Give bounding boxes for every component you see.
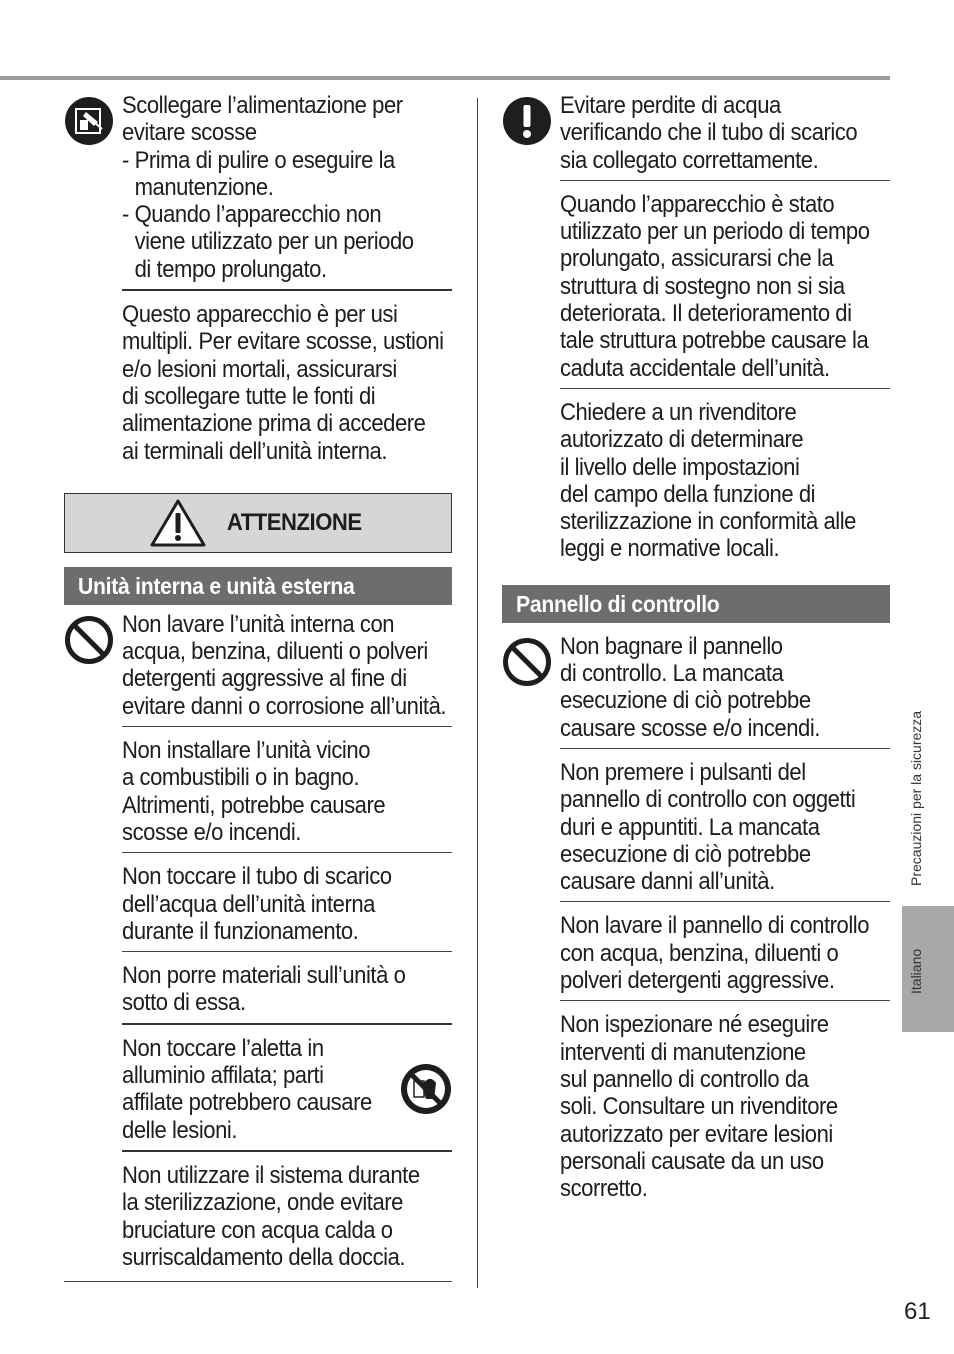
section-header-control-panel — [502, 585, 890, 623]
text-line: il livello delle impostazioni — [560, 453, 800, 481]
attention-label: ATTENZIONE — [226, 508, 362, 536]
text-line: prolungato, assicurarsi che la — [560, 245, 834, 273]
side-language-label: Italiano — [908, 948, 924, 994]
page-number: 61 — [904, 1298, 931, 1325]
text-line: Non premere i pulsanti del — [560, 758, 806, 786]
prohibition-item — [122, 737, 506, 846]
divider — [560, 901, 890, 902]
text-line: multipli. Per evitare scosse, ustioni — [122, 328, 444, 356]
text-line: detergenti aggressive al fine di — [122, 665, 407, 693]
text-line: Non toccare il tubo di scarico — [122, 863, 392, 891]
text-line: con acqua, benzina, diluenti o — [560, 939, 839, 967]
text-line: Non porre materiali sull’unità o — [122, 962, 406, 990]
multi-power-paragraph — [122, 301, 506, 465]
unplug-bullet-cont: manutenzione. — [134, 173, 274, 201]
section-title: Unità interna e unità esterna — [78, 572, 355, 599]
text-line: duri e appuntiti. La mancata — [560, 813, 820, 841]
text-line: Non lavare l’unità interna con — [122, 610, 395, 638]
section-title: Pannello di controllo — [516, 590, 720, 617]
text-line: la sterilizzazione, onde evitare — [122, 1189, 403, 1217]
text-line: dell’acqua dell’unità interna — [122, 890, 375, 918]
attention-box — [64, 493, 452, 553]
divider — [560, 180, 890, 181]
unplug-bullet-cont: viene utilizzato per un periodo — [134, 228, 414, 256]
text-line: scosse e/o incendi. — [122, 818, 301, 846]
prohibition-item — [560, 912, 944, 994]
divider — [122, 726, 452, 727]
text-line: del campo della funzione di — [560, 480, 816, 508]
section-header-indoor-outdoor — [64, 567, 452, 605]
divider — [560, 748, 890, 749]
text-line: delle lesioni. — [122, 1116, 238, 1144]
text-line: Non installare l’unità vicino — [122, 737, 371, 765]
text-line: polveri detergenti aggressive. — [560, 967, 835, 995]
text-line: bruciature con acqua calda o — [122, 1216, 393, 1244]
top-rule — [0, 76, 890, 80]
prohibition-item — [560, 759, 944, 895]
text-line: deteriorata. Il deterioramento di — [560, 300, 852, 328]
text-line: Quando l’apparecchio è stato — [560, 190, 835, 218]
prohibition-item — [122, 863, 506, 945]
text-line: personali causate da un uso — [560, 1147, 824, 1175]
text-line: soli. Consultare un rivenditore — [560, 1093, 838, 1121]
text-line: verificando che il tubo di scarico — [560, 119, 858, 147]
unplug-bullet: - Quando l’apparecchio non — [122, 201, 382, 229]
text-line: sterilizzazione in conformità alle — [560, 508, 856, 536]
mandatory-block — [502, 92, 890, 174]
side-section-label: Precauzioni per la sicurezza — [908, 710, 924, 886]
prohibition-icon — [64, 615, 114, 665]
text-line: alimentazione prima di accedere — [122, 410, 426, 438]
divider — [560, 1000, 890, 1001]
text-line: pannello di controllo con oggetti — [560, 786, 856, 814]
text-line: alluminio affilata; parti — [122, 1062, 324, 1090]
text-line: autorizzato di determinare — [560, 426, 804, 454]
mandatory-item — [560, 191, 944, 382]
text-line: Non ispezionare né eseguire — [560, 1011, 829, 1039]
unplug-block — [64, 92, 452, 283]
prohibition-item-fin — [122, 1035, 452, 1144]
unplug-bullet-cont: di tempo prolungato. — [134, 255, 327, 283]
prohibition-icon — [502, 637, 552, 687]
unplug-line: evitare scosse — [122, 119, 257, 147]
text-line: tale struttura potrebbe causare la — [560, 327, 869, 355]
left-column — [64, 92, 452, 1292]
text-line: sul pannello di controllo da — [560, 1065, 809, 1093]
mandatory-item — [560, 399, 944, 563]
text-line: Non lavare il pannello di controllo — [560, 912, 870, 940]
text-line: di controllo. La mancata — [560, 660, 784, 688]
text-line: affilate potrebbero causare — [122, 1089, 372, 1117]
text-line: interventi di manutenzione — [560, 1038, 806, 1066]
warning-triangle-icon — [149, 498, 207, 548]
text-line: sotto di essa. — [122, 989, 246, 1017]
prohibition-item — [560, 1011, 944, 1202]
divider — [122, 1023, 452, 1025]
no-touch-hand-icon — [400, 1063, 452, 1115]
mandatory-item — [560, 92, 887, 174]
text-line: esecuzione di ciò potrebbe — [560, 840, 811, 868]
mandatory-exclamation-icon — [502, 96, 552, 146]
text-line: Non bagnare il pannello — [560, 632, 783, 660]
text-line: struttura di sostegno non si sia — [560, 272, 845, 300]
right-column — [502, 92, 890, 1202]
divider — [122, 852, 452, 853]
text-line: a combustibili o in bagno. — [122, 764, 360, 792]
prohibition-item — [122, 962, 506, 1017]
text-line: utilizzato per un periodo di tempo — [560, 218, 870, 246]
text-line: esecuzione di ciò potrebbe — [560, 687, 811, 715]
text-line: causare scosse e/o incendi. — [560, 714, 820, 742]
text-line: Altrimenti, potrebbe causare — [122, 791, 386, 819]
text-line: Evitare perdite di acqua — [560, 92, 781, 119]
text-line: Questo apparecchio è per usi — [122, 301, 398, 329]
text-line: ai terminali dell’unità interna. — [122, 437, 388, 465]
divider — [64, 1281, 452, 1282]
text-line: di scollegare tutte le fonti di — [122, 382, 376, 410]
text-line: Chiedere a un rivenditore — [560, 398, 797, 426]
text-line: autorizzato per evitare lesioni — [560, 1120, 833, 1148]
prohibition-block — [502, 633, 890, 742]
text-line: caduta accidentale dell’unità. — [560, 354, 830, 382]
text-line: e/o lesioni mortali, assicurarsi — [122, 355, 397, 383]
column-divider — [477, 98, 478, 1288]
text-line: scorretto. — [560, 1175, 648, 1203]
prohibition-item — [122, 1162, 506, 1271]
text-line: causare danni all’unità. — [560, 868, 775, 896]
prohibition-item — [560, 633, 887, 742]
text-line: Non utilizzare il sistema durante — [122, 1161, 420, 1189]
prohibition-block — [64, 611, 452, 720]
text-line: acqua, benzina, diluenti o polveri — [122, 638, 428, 666]
divider — [122, 1150, 452, 1152]
text-line: durante il funzionamento. — [122, 917, 359, 945]
text-line: surriscaldamento della doccia. — [122, 1243, 406, 1271]
unplug-line: Scollegare l’alimentazione per — [122, 92, 403, 119]
divider — [122, 951, 452, 952]
divider — [122, 289, 452, 291]
divider — [560, 388, 890, 389]
unplug-icon — [64, 96, 114, 146]
unplug-bullet: - Prima di pulire o eseguire la — [122, 146, 395, 174]
text-line: evitare danni o corrosione all’unità. — [122, 692, 447, 720]
text-line: Non toccare l’aletta in — [122, 1034, 324, 1062]
text-line: leggi e normative locali. — [560, 535, 780, 563]
prohibition-item — [122, 611, 449, 720]
text-line: sia collegato correttamente. — [560, 146, 819, 174]
